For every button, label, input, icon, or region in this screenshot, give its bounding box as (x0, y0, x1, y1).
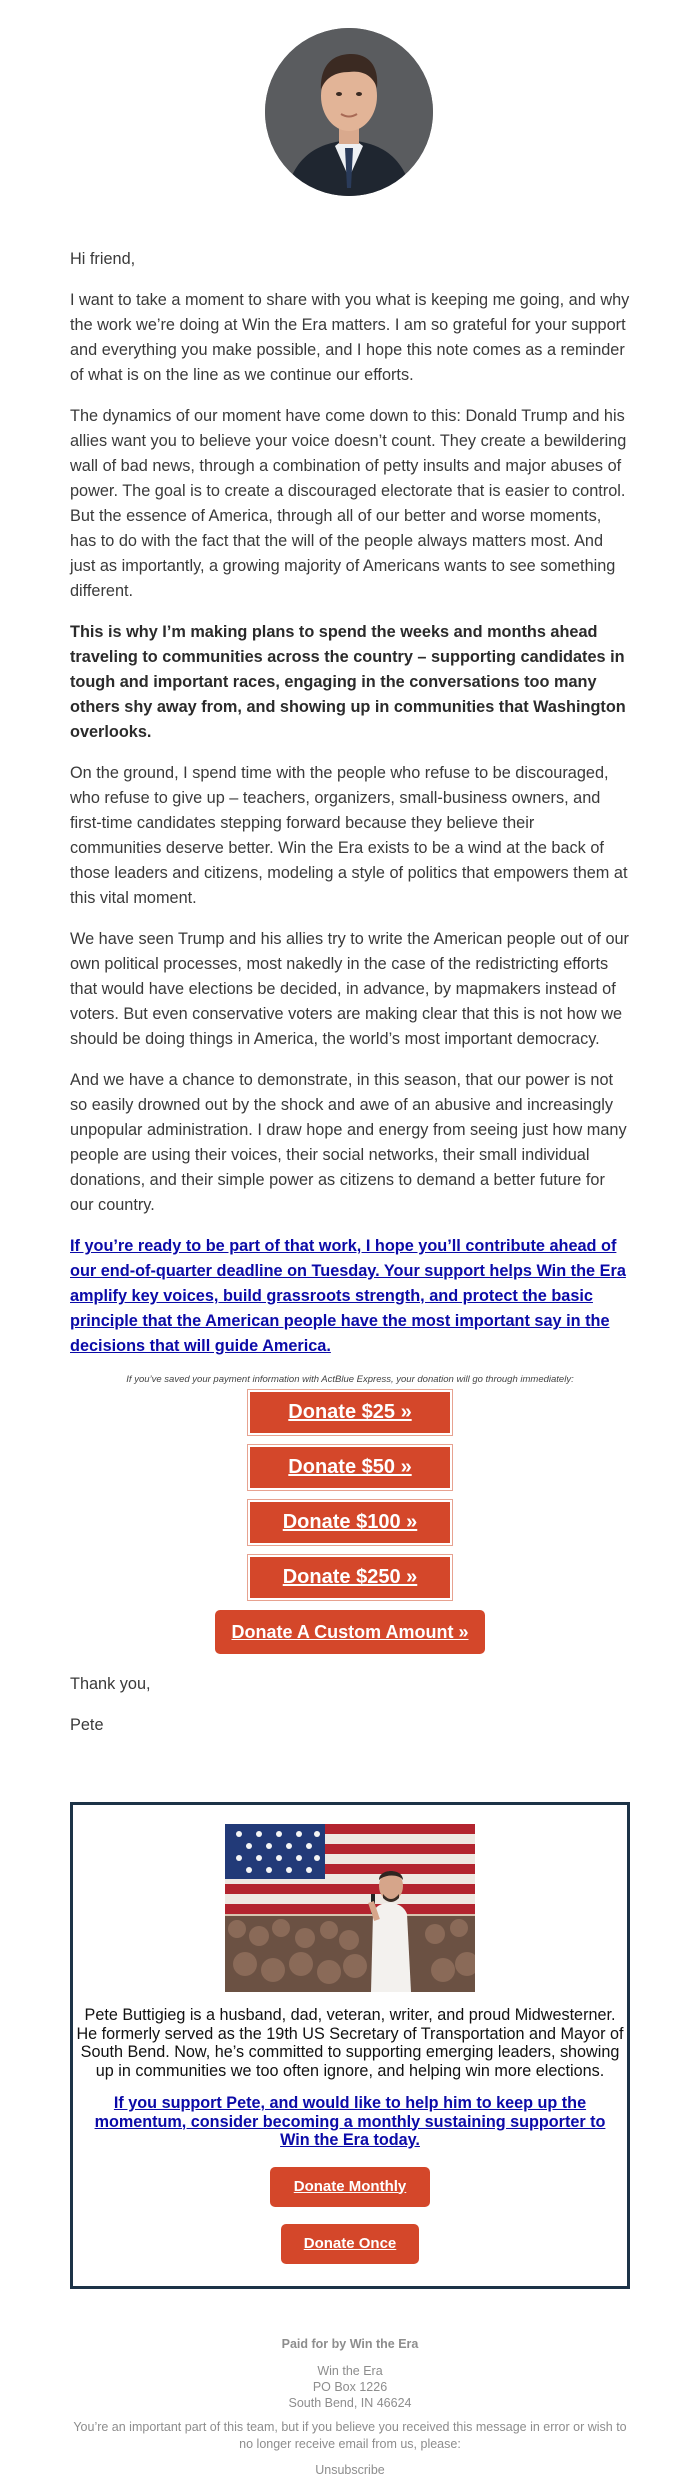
avatar (265, 28, 433, 196)
donate-250-button[interactable]: Donate $250 » (248, 1555, 452, 1600)
bio-photo (225, 1824, 475, 1992)
bio-button-row (73, 2224, 627, 2264)
signature: Pete (70, 1716, 104, 1734)
city-address: South Bend, IN 46624 (288, 2395, 412, 2410)
donate-100-button[interactable]: Donate $100 » (248, 1500, 452, 1545)
donate-50-button[interactable]: Donate $50 » (248, 1445, 452, 1490)
paragraph: The dynamics of our moment have come down to this: Donald Trump and his allies want you to believe your voice doesn’t count. They create a bewildering wall of bad news, through a combination of petty insults and major abuses of power. The goal is to create a discouraged electorate that is easier to control. But the essence of America, through all of our better and worse moments, has to do with the fact that the will of the people always matters most. And just as importantly, a growing majority of Americans wants to see something different. (70, 407, 627, 600)
bold-paragraph: This is why I’m making plans to spend the weeks and months ahead traveling to communities across the country – supporting candidates in tough and important races, engaging in the conversations too many others shy away from, and showing up in communities that Washington overlooks. (70, 623, 626, 741)
header (0, 0, 700, 222)
greeting: Hi friend, (70, 250, 136, 268)
bio-text: Pete Buttigieg is a husband, dad, veteran, writer, and proud Midwesterner. He formerly served as the 19th US Secretary of Transportation and Mayor of South Bend. Now, he’s committed to supporting emerging leaders, showing up in communities we too often ignore, and helping win more elections. (76, 2006, 624, 2080)
unsubscribe-notice: You’re an important part of this team, but if you believe you received this message in error or wish to no longer receive email from us, please: (73, 2419, 627, 2451)
contribute-link[interactable]: If you’re ready to be part of that work, I hope you’ll contribute ahead of our end-of-quarter deadline on Tuesday. Your support helps Win the Era amplify key voices, build grassroots strength, and protect the basic principle that the American people have the most important say in the decisions that will guide America. (70, 1237, 626, 1355)
thanks-text: Thank you, (70, 1675, 151, 1693)
po-box: PO Box 1226 (312, 2379, 388, 2394)
bio-button-row (73, 2167, 627, 2207)
donate-once-button[interactable]: Donate Once (281, 2224, 419, 2264)
paragraph: We have seen Trump and his allies try to write the American people out of our own political processes, most nakedly in the case of the redistricting efforts that would have elections be decided, in advance, by mapmakers instead of voters. But even conservative voters are making clear that this is not how we should be doing things in America, the world’s most important democracy. (70, 930, 629, 1048)
footer (0, 2337, 700, 2477)
donate-buttons (70, 1390, 630, 1654)
paid-for-text: Paid for by Win the Era (281, 2336, 419, 2351)
actblue-note: If you’ve saved your payment information with ActBlue Express, your donation will go through immediately: (126, 1374, 574, 1385)
bio-box (70, 1802, 630, 2289)
donate-custom-button[interactable]: Donate A Custom Amount » (215, 1610, 485, 1654)
paragraph: On the ground, I spend time with the people who refuse to be discouraged, who refuse to give up – teachers, organizers, small-business owners, and first-time candidates stepping forward because they believe their communities deserve better. Win the Era exists to be a wind at the back of those leaders and citizens, modeling a style of politics that empowers them at this vital moment. (70, 764, 628, 907)
paragraph: I want to take a moment to share with you what is keeping me going, and why the work we’re doing at Win the Era matters. I am so grateful for your support and everything you make possible, and I hope this note comes as a reminder of what is on the line as we continue our efforts. (70, 291, 630, 384)
org-name: Win the Era (317, 2363, 383, 2378)
avatar-photo (265, 28, 433, 196)
donate-monthly-button[interactable]: Donate Monthly (270, 2167, 430, 2207)
paragraph: And we have a chance to demonstrate, in this season, that our power is not so easily drowned out by the shock and awe of an abusive and increasingly unpopular administration. I draw hope and energy from seeing just how many people are using their voices, their social networks, their small individual donations, and their simple power as citizens to demand a better future for our country. (70, 1071, 627, 1214)
monthly-supporter-link[interactable]: If you support Pete, and would like to help him to keep up the momentum, consider becoming a monthly sustaining supporter to Win the Era today. (94, 2094, 606, 2149)
flag-rally-image (225, 1824, 475, 1992)
letter-body (0, 247, 700, 1738)
unsubscribe-link[interactable]: Unsubscribe (315, 2462, 385, 2477)
donate-25-button[interactable]: Donate $25 » (248, 1390, 452, 1435)
